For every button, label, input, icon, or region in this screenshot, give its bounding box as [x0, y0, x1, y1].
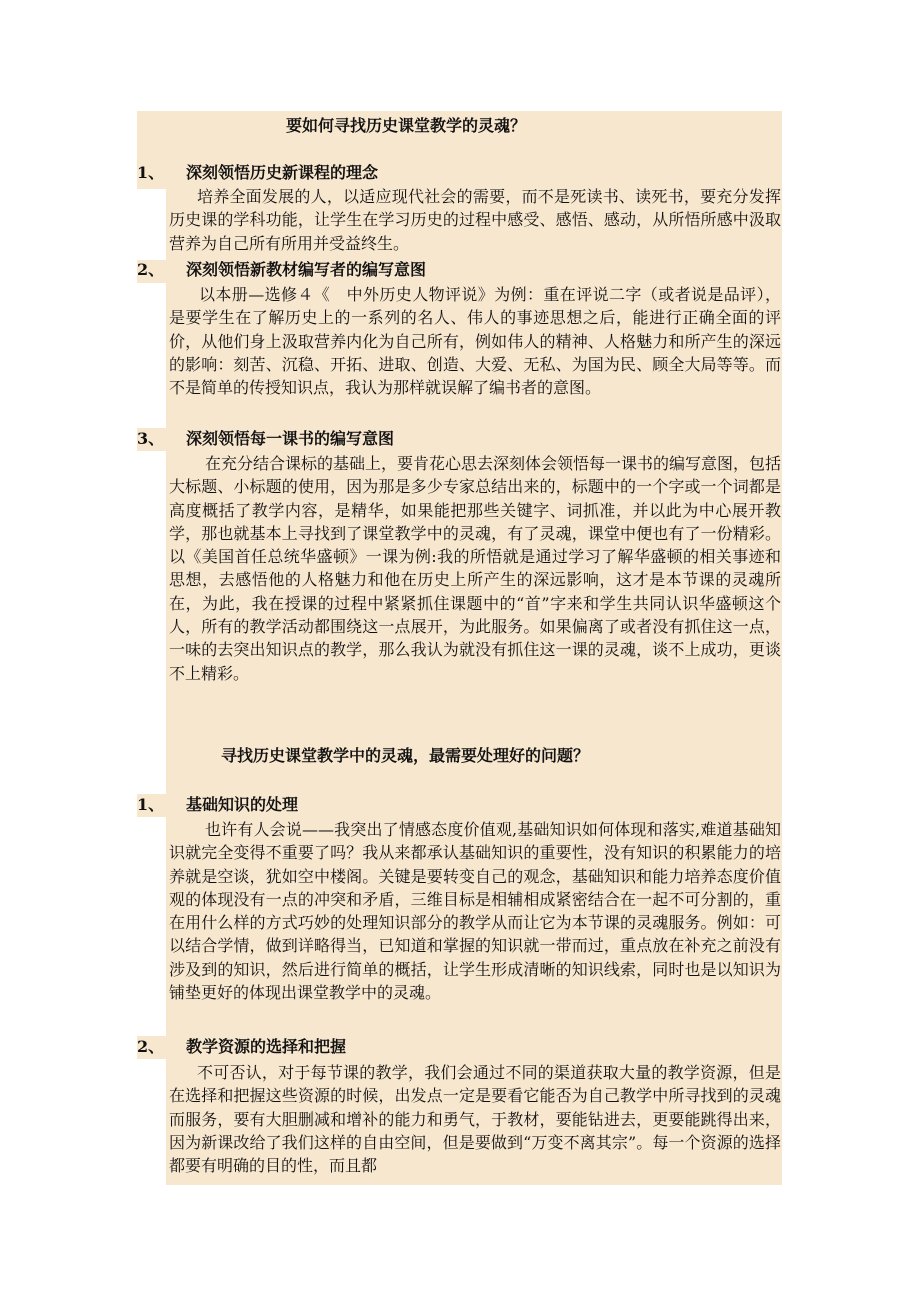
section-number: 1、 — [137, 163, 165, 182]
section-heading: 教学资源的选择和把握 — [186, 1037, 347, 1056]
section-paragraph: 培养全面发展的人，以适应现代社会的需要，而不是死读书、读死书，要充分发挥历史课的学科功能，让学生在学习历史的过程中感受、感悟、感动，从所悟所感中汲取营养为自己所有所用并受益终生。 — [169, 187, 781, 253]
section-number: 3、 — [137, 429, 165, 448]
section-heading: 深刻领悟新教材编写者的编写意图 — [186, 260, 427, 279]
section-number: 2、 — [137, 1037, 165, 1056]
section-heading: 基础知识的处理 — [186, 795, 299, 814]
section-paragraph: 也许有人会说——我突出了情感态度价值观,基础知识如何体现和落实,难道基础知识就完全变得不重要了吗？我从来都承认基础知识的重要性，没有知识的积累能力的培养就是空谈，犹如空中楼阁。关键是要转变自己的观念，基础知识和能力培养态度价值观的体现没有一点的冲突和矛盾，三维目标是相辅相成紧密结合在一起不可分割的，重在用什么样的方式巧妙的处理知识部分的教学从而让它为本节课的灵魂服务。例如：可以结合学情，做到详略得当，已知道和掌握的知识就一带而过，重点放在补充之前没有涉及到的知识，然后进行简单的概括，让学生形成清晰的知识线索，同时也是以知识为铺垫更好的体现出课堂教学中的灵魂。 — [169, 820, 781, 1003]
section-number: 2、 — [137, 260, 165, 279]
section-heading: 深刻领悟每一课书的编写意图 — [186, 429, 395, 448]
section-paragraph: 以本册—选修４《 中外历史人物评说》为例：重在评说二字（或者说是品评），是要学生在了解历史上的一系列的名人、伟人的事迹思想之后，能进行正确全面的评价，从他们身上汲取营养内化为自己所有，例如伟人的精神、人格魅力和所产生的深远的影响：刻苦、沉稳、开拓、进取、创造、大爱、无私、为国为民、顾全大局等等。而不是简单的传授知识点，我认为那样就误解了编书者的意图。 — [169, 285, 781, 398]
section-paragraph: 在充分结合课标的基础上，要肯花心思去深刻体会领悟每一课书的编写意图，包括大标题、小标题的使用，因为那是多少专家总结出来的，标题中的一个字或一个词都是高度概括了教学内容，是精华，如果能把那些关键字、词抓准，并以此为中心展开教学，那也就基本上寻找到了课堂教学中的灵魂，有了灵魂，课堂中便也有了一份精彩。以《美国首任总统华盛顿》一课为例:我的所悟就是通过学习了解华盛顿的相关事迹和思想，去感悟他的人格魅力和他在历史上所产生的深远影响，这才是本节课的灵魂所在，为此，我在授课的过程中紧紧抓住课题中的“首”字来和学生共同认识华盛顿这个人，所有的教学活动都围绕这一点展开，为此服务。如果偏离了或者没有抓住这一点，一味的去突出知识点的教学，那么我认为就没有抓住这一课的灵魂，谈不上成功，更谈不上精彩。 — [169, 454, 782, 683]
section-number: 1、 — [137, 795, 165, 814]
section-heading: 深刻领悟历史新课程的理念 — [186, 163, 379, 182]
page-title: 要如何寻找历史课堂教学的灵魂？ — [286, 116, 527, 135]
section-paragraph: 不可否认，对于每节课的教学，我们会通过不同的渠道获取大量的教学资源，但是在选择和把握这些资源的时候，出发点一定是要看它能否为自己教学中所寻找到的灵魂而服务，要有大胆删减和增补的能力和勇气，于教材，要能钻进去，更要能跳得出来，因为新课改给了我们这样的自由空间，但是要做到“万变不离其宗”。每一个资源的选择都要有明确的目的性，而且都 — [169, 1063, 781, 1176]
section-group-title: 寻找历史课堂教学中的灵魂，最需要处理好的问题？ — [221, 746, 590, 765]
